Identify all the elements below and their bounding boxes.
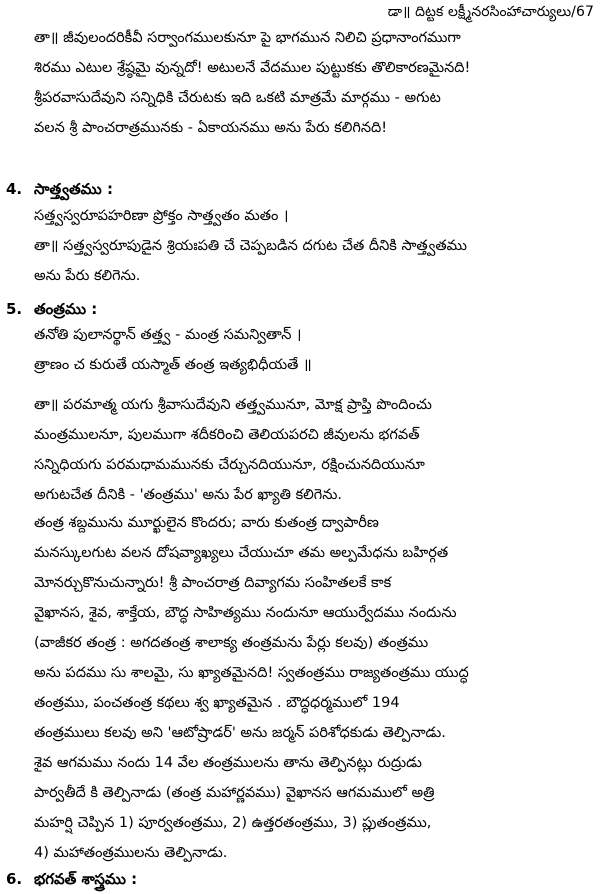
section-title: భగవత్ శాస్త్రము : [34,870,138,888]
text-line: తంత్రములు కలవు అని 'ఆటోష్రాడర్' అను జర్మన్ పరిశోధకుడు తెల్పినాడు. [34,725,446,741]
verse-line: సత్త్వస్వరూపహరిణా ప్రోక్తం సాత్త్వతం మతం । [34,208,289,224]
text-line: అను పేరు కలిగెను. [34,268,141,284]
page-header: డా॥ దిట్టక లక్ష్మీనరసింహాచార్యులు/67 [387,4,594,20]
text-line: అగుటచేత దీనికి - 'తంత్రము' అను పేర ఖ్యాతి కలిగెను. [34,487,343,503]
text-line: సన్నిధియగు పరమధామమునకు చేర్చునదియునూ, రక్షించునదియునూ [34,457,425,473]
verse-line: తనోతి పులానర్థాన్ తత్త్వ - మంత్ర సమన్వితాన్ । [34,327,302,343]
text-line: (వాజీకర తంత్ర : అగదతంత్ర శాలాక్య తంత్రమను పేర్లు కలవు) తంత్రము [34,635,429,651]
text-line: వైఖానస, శైవ, శాక్తేయ, బౌద్ధ సాహిత్యము నందునూ ఆయుర్వేదము నందును [34,605,457,621]
section-title: తంత్రము : [34,300,98,318]
text-line: తంత్రము, పంచతంత్ర కథలు శ్వ ఖ్యాతమైన . బౌద్ధధర్మములో 194 [34,695,400,711]
text-line: తా॥ పరమాత్మ యగు శ్రీవాసుదేవుని తత్త్వమునూ, మోక్ష ప్రాప్తి పొందించు [34,397,432,413]
text-line: తా॥ సత్త్వస్వరూపుడైన శ్రియఃపతి చే చెప్పబడిన దగుట చేత దీనికి సాత్త్వతము [34,238,467,254]
text-line: అను పదము సు శాలమై, సు ఖ్యాతమైనది! స్వతంత్రము రాజ్యతంత్రము యుద్ధ [34,665,469,681]
intro-paragraph [34,23,600,143]
text-line: మహర్షి చెప్పిన 1) పూర్వతంత్రము, 2) ఉత్తరతంత్రము, 3) ప్లుతంత్రము, [34,815,432,831]
section-body [34,201,600,291]
text-line: శైవ ఆగమము నందు 14 వేల తంత్రములను తాను తెల్పినట్లు రుద్రుడు [34,755,422,771]
section-number: 5. [6,300,23,318]
text-line: 4) మహాతంత్రములను తెల్పినాడు. [34,845,228,861]
section-paragraph [34,390,600,510]
section-paragraph [34,508,600,868]
text-line: మనస్కులగుట వలన దోషవ్యాఖ్యలు చేయుచూ తమ అల్పమేధను బహిర్గత [34,545,449,561]
text-line: వలన శ్రీ పాంచరాత్రమునకు - ఏకాయనము అను పేరు కలిగినది! [34,120,388,136]
text-line: మోనర్చుకొనుచున్నారు! శ్రీ పాంచరాత్ర దివ్యాగమ సంహితలకే కాక [34,575,392,591]
section-title: సాత్త్వతము : [34,180,113,198]
text-line: తంత్ర శబ్దమును మూర్ఖులైన కొందరు; వారు కుతంత్ర ద్వాపారీణ [34,515,379,531]
section-verse [34,320,600,380]
text-line: శ్రీపరవాసుదేవుని సన్నిధికి చేరుటకు ఇది ఒకటి మాత్రమే మార్గము - అగుట [34,90,441,106]
section-number: 6. [6,870,23,888]
section-number: 4. [6,180,23,198]
text-line: పార్వతీదే కి తెల్పినాడు (తంత్ర మహార్ణవము) వైఖానస ఆగమములో అత్రి [34,785,435,801]
text-line: తా॥ జీవులందరికీవీ సర్వాంగములకునూ పై భాగమున నిలిచి ప్రధానాంగముగా [34,30,461,46]
text-line: శిరము ఎటుల శ్రేష్ఠమై వున్నదో! అటులనే వేదముల పుట్టుకకు తొలికారణమైనది! [34,60,471,76]
verse-line: త్రాణం చ కురుతే యస్మాత్ తంత్ర ఇత్యభిధీయతే ॥ [34,357,312,373]
text-line: మంత్రములనూ, పులముగా శదీకరించి తెలియపరచి జీవులను భగవత్ [34,427,420,443]
